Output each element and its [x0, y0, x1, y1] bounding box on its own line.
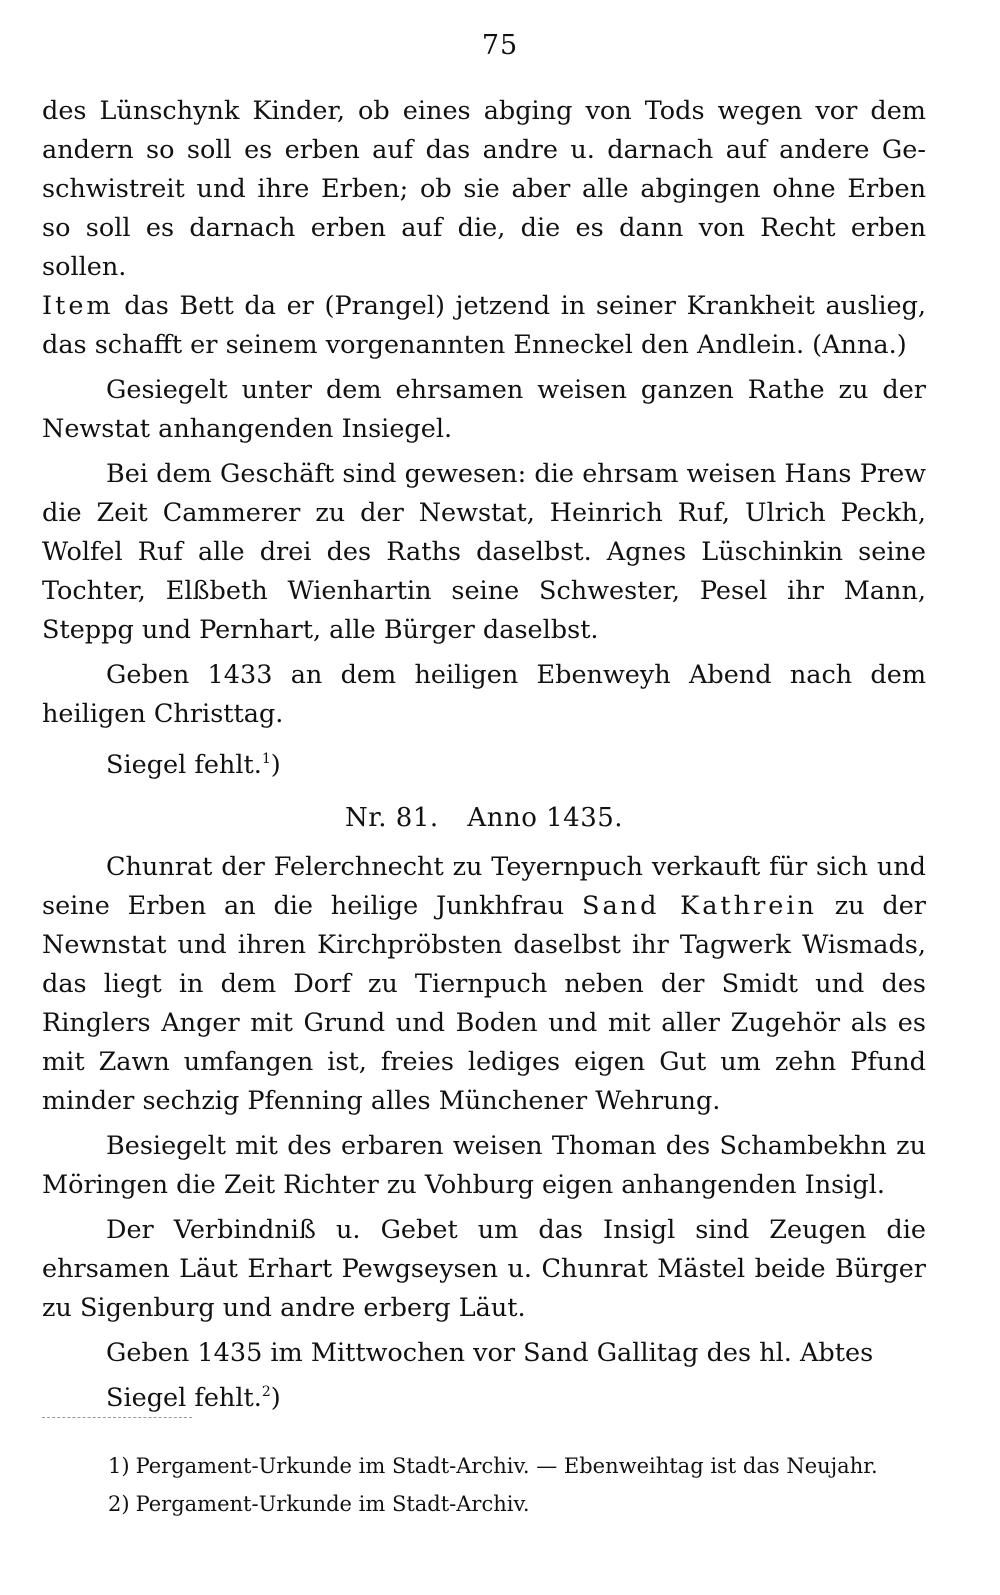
saint-name: Sand Kathrein [581, 891, 817, 921]
entry-year: Anno 1435. [467, 803, 624, 833]
paragraph-date: Geben 1433 an dem heiligen Ebenweyh Abend nach dem heiligen Christtag. [42, 660, 926, 729]
text-line-item [42, 287, 926, 326]
entry-heading [42, 799, 926, 838]
page-number: 75 [481, 30, 519, 61]
paragraph-seal-missing-2 [42, 1373, 926, 1418]
text-line: schwistreit und ihre Erben; ob sie aber alle abgingen ohne Erben [42, 174, 926, 204]
footnote-text: Pergament-Urkunde im Stadt-Archiv. [135, 1492, 530, 1516]
paragraph-witnesses: Bei dem Geschäft sind gewesen: die ehrsam weisen Hans Prew die Zeit Cammerer zu der Newstat, Heinrich Ruf, Ulrich Peckh, Wolfel Ruf alle drei des Raths daselbst. Agnes Lüschinkin seine Tochter, Elßbeth Wienhartin seine Schwester, Pesel ihr Mann, Steppg und Pernhart, alle Bürger daselbst. [42, 459, 926, 645]
text-line: so soll es darnach erben auf die, die es dann von Recht erben sollen. [42, 213, 926, 282]
paragraph-sealed: Gesiegelt unter dem ehrsamen weisen ganzen Rathe zu der Newstat anhangenden Insiegel. [42, 375, 926, 444]
paragraph-seal-missing [42, 740, 926, 785]
footnote-ref: 2 [261, 1384, 271, 1400]
paragraph-sale [42, 848, 926, 1121]
paragraph-witnesses-2: Der Verbindniß u. Gebet um das Insigl sind Zeugen die ehrsamen Läut Erhart Pewgseysen u. Chunrat Mästel beide Bürger zu Sigenburg und andre erberg Läut. [42, 1215, 926, 1323]
footnote-ref-close: ) [270, 750, 281, 780]
footnote-marker: 2) [108, 1492, 130, 1516]
footnote-ref-close: ) [270, 1383, 281, 1413]
item-rest: das Bett da er (Prangel) jetzend in seiner Krankheit auslieg, [113, 291, 926, 321]
text-line: das schafft er seinem vorgenannten Enneckel den Andlein. (Anna.) [42, 330, 907, 360]
footnotes [108, 1447, 928, 1523]
text-line: andern so soll es erben auf das andre u. darnach auf andere Ge- [42, 135, 926, 165]
footnote-divider [42, 1417, 192, 1418]
item-word: Item [42, 291, 114, 321]
paragraph-sealed-thoman: Besiegelt mit des erbaren weisen Thoman des Schambekhn zu Möringen die Zeit Richter zu Vohburg eigen anhangenden Insigl. [42, 1131, 926, 1200]
body-text [42, 92, 926, 1418]
text-line: des Lünschynk Kinder, ob eines abging von Tods wegen vor dem [42, 96, 926, 126]
sale-text-after: zu der Newnstat und ihren Kirchpröbsten daselbst ihr Tagwerk Wismads, das liegt in dem Dorf zu Tiernpuch neben der Smidt und des Ringlers Anger mit Grund und Boden und mit aller Zugehör als es mit Zawn umfangen ist, freies lediges eigen Gut um zehn Pfund minder sechzig Pfenning alles Münchener Wehrung. [42, 891, 926, 1116]
footnote-text: Pergament-Urkunde im Stadt-Archiv. — Ebenweihtag ist das Neujahr. [135, 1454, 878, 1478]
paragraph-testament-continuation [42, 92, 926, 365]
paragraph-date-2: Geben 1435 im Mittwochen vor Sand Gallitag des hl. Abtes [106, 1338, 874, 1368]
seal-missing-text: Siegel fehlt. [106, 750, 262, 780]
seal-missing-text: Siegel fehlt. [106, 1383, 262, 1413]
footnote-marker: 1) [108, 1454, 130, 1478]
footnote-ref: 1 [261, 751, 271, 767]
footnote-1 [108, 1447, 928, 1485]
sale-text-before: Chunrat der Felerchnecht zu Teyernpuch verkauft für sich und seine Erben an die heilige Junkhfrau [42, 852, 926, 921]
entry-number: Nr. 81. [344, 803, 439, 833]
footnote-2 [108, 1485, 928, 1523]
